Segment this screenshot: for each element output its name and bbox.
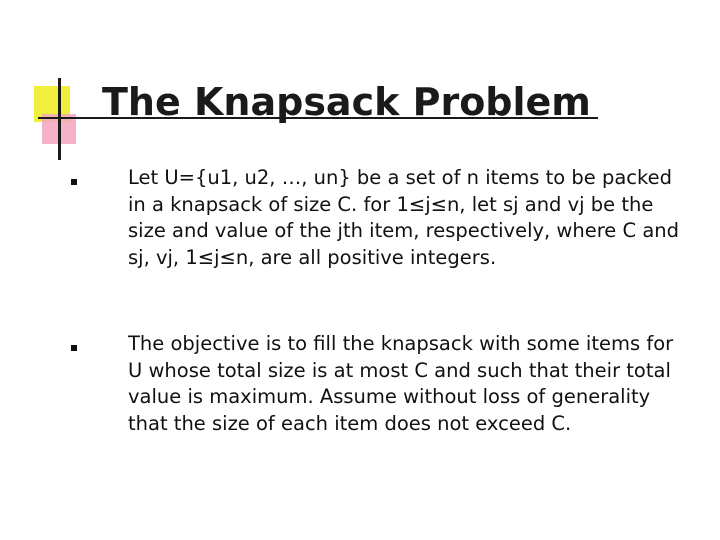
bullet-text-2: The objective is to fill the knapsack with some items for U whose total size is at most C and such that their total value is maximum. Assume without loss of generality that the size of each item does not exceed C.: [128, 332, 674, 435]
bullet-marker-1: [71, 179, 77, 185]
bullet-marker-2: [71, 345, 77, 351]
decor-vertical-line: [58, 78, 61, 160]
slide-title: The Knapsack Problem: [102, 80, 591, 124]
bullet-text-1: Let U={u1, u2, …, un} be a set of n items to be packed in a knapsack of size C. for 1≤j≤n, let sj and vj be the size and value of the jth item, respectively, where C and sj, vj, 1≤j≤n, are all positive integers.: [128, 166, 680, 269]
